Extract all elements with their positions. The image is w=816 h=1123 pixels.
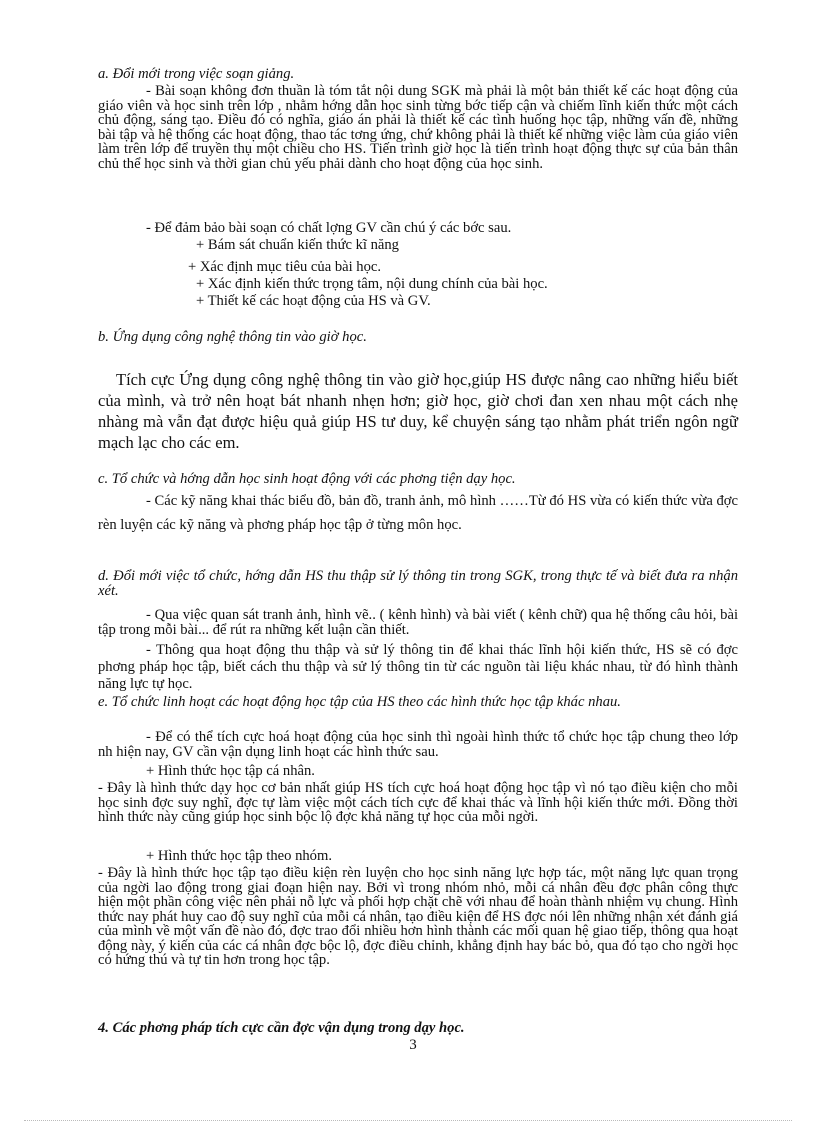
bullet-item: + Xác định mục tiêu của bài học. [188, 259, 382, 275]
section-a-heading: a. Đổi mới trong việc soạn giảng. [98, 66, 295, 82]
page-number: 3 [409, 1037, 417, 1053]
section-a-bullet-list [98, 238, 738, 313]
section-a-paragraph-1: - Bài soạn không đơn thuần là tóm tắt nội dung SGK mà phải là một bản thiết kế các hoạt động của giáo viên và học sinh trên lớp , nhằm hớng dẫn học sinh từng bớc tiếp cận và chiếm lĩnh kiến thức một cách chủ động, sáng tạo. Điều đó có nghĩa, giáo án phải là thiết kế các tình huống học tập, những vấn đề, những bài tập và hệ thống các hoạt động, thao tác tơng ứng, chứ không phải là thiết kế những việc làm của giáo viên làm trên lớp để truyền thụ một chiều cho HS. Tiến trình giờ học là tiến trình hoạt động thực sự của bản thân chủ thể học sinh và thời gian chủ yếu phải dành cho hoạt động của học sinh. [98, 83, 738, 172]
section-e-bullet-1: + Hình thức học tập cá nhân. [146, 763, 315, 779]
bullet-item: + Bám sát chuẩn kiến thức kĩ năng [196, 237, 399, 253]
section-e-heading: e. Tổ chức linh hoạt các hoạt động học tập của HS theo các hình thức học tập khác nhau. [98, 694, 621, 710]
bullet-item: + Xác định kiến thức trọng tâm, nội dung chính của bài học. [196, 276, 548, 292]
section-b-heading: b. Ứng dụng công nghệ thông tin vào giờ học. [98, 329, 367, 345]
section-c-heading: c. Tổ chức và hớng dẫn học sinh hoạt động với các phơng tiện dạy học. [98, 471, 516, 487]
section-d-paragraph-2: - Thông qua hoạt động thu thập và sử lý thông tin để khai thác lĩnh hội kiến thức, HS sẽ có đợc phơng pháp học tập, biết cách thu thập và sử lý thông tin từ các nguồn tài liệu khác nhau, từ đó hình thành năng lực tự học. [98, 642, 738, 692]
section-e-bullet-2: + Hình thức học tập theo nhóm. [146, 848, 332, 864]
section-4-heading: 4. Các phơng pháp tích cực cần đợc vận dụng trong dạy học. [98, 1020, 465, 1036]
section-e-paragraph-2: - Đây là hình thức dạy học cơ bản nhất giúp HS tích cực hoá hoạt động học tập vì nó tạo điều kiện cho mỗi học sinh đợc suy nghĩ, đợc tự làm việc một cách tích cực để khai thác và lĩnh hội kiến thức mới. Đồng thời hình thức này cũng giúp học sinh bộc lộ đợc khả năng tự học của mỗi ngời. [98, 780, 738, 825]
section-a-paragraph-2: - Để đảm bảo bài soạn có chất lợng GV cần chú ý các bớc sau. [146, 220, 512, 236]
section-c-paragraph: - Các kỹ năng khai thác biểu đồ, bản đồ, tranh ảnh, mô hình ……Từ đó HS vừa có kiến thức vừa đợc rèn luyện các kỹ năng và phơng pháp học tập ở từng môn học. [98, 493, 738, 533]
section-e-paragraph-3: - Đây là hình thức học tập tạo điều kiện rèn luyện cho học sinh năng lực hợp tác, một năng lực quan trọng của ngời lao động trong giai đoạn hiện nay. Bởi vì trong nhóm nhỏ, mỗi cá nhân đều đợc phân công thực hiện một phần công việc nên phải nỗ lực và phối hợp chặt chẽ với nhau để hoàn thành nhiệm vụ chung. Hình thức nay phát huy cao độ suy nghĩ của mỗi cá nhân, tạo điều kiện để HS đợc nói lên những nhận xét đánh giá của mình về một vấn đề nào đó, đợc trao đổi nhiều hơn hình thành các mối quan hệ giao tiếp, thông qua hoạt động này, ý kiến của các cá nhân đợc bộc lộ, đợc điều chỉnh, khẳng định hay bác bỏ, qua đó tạo cho ngời học có hứng thú và tự tin hơn trong học tập. [98, 865, 738, 968]
section-e-paragraph-1: - Để có thể tích cực hoá hoạt động của học sinh thì ngoài hình thức tổ chức học tập chung theo lớp nh hiện nay, GV cần vận dụng linh hoạt các hình thức sau. [98, 729, 738, 760]
section-b-paragraph: Tích cực Ứng dụng công nghệ thông tin vào giờ học,giúp HS được nâng cao những hiểu biết của mình, và trở nên hoạt bát nhanh nhẹn hơn; giờ học, giờ chơi đan xen nhau một cách nhẹ nhàng mà vẫn đạt được hiệu quả giúp HS tư duy, kể chuyện sáng tạo nhằm phát triển ngôn ngữ mạch lạc cho các em. [98, 370, 738, 452]
section-d-paragraph-1: - Qua việc quan sát tranh ảnh, hình vẽ.. ( kênh hình) và bài viết ( kênh chữ) qua hệ thống câu hỏi, bài tập trong mỗi bài... để rút ra những kết luận cần thiết. [98, 607, 738, 638]
bullet-item: + Thiết kế các hoạt động của HS và GV. [196, 293, 431, 309]
page-bottom-divider [24, 1120, 792, 1121]
section-d-heading: d. Đổi mới việc tổ chức, hớng dẫn HS thu thập sử lý thông tin trong SGK, trong thực tế và biết đưa ra nhận xét. [98, 568, 738, 599]
